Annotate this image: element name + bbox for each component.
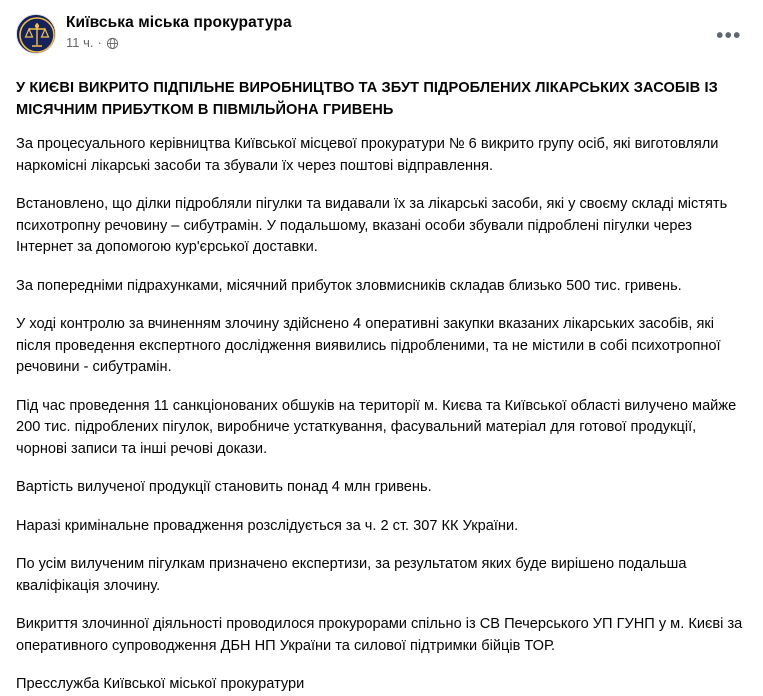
- post-paragraph: Встановлено, що ділки підробляли пігулки та видавали їх за лікарські засоби, які у своєму складі містять психотропну речовину – сибутрамін. У подальшому, вказані особи збували підроблені пігулки через Інтернет за допомогою кур'єрської доставки.: [16, 196, 728, 255]
- post-paragraph: За попередніми підрахунками, місячний прибуток зловмисників складав близько 500 тис. гривень.: [16, 277, 682, 294]
- post-paragraph: По усім вилученим пігулкам призначено експертизи, за результатом яких буде вирішено подальша кваліфікація злочину.: [16, 556, 687, 594]
- post-paragraph: У ході контролю за вчиненням злочину здійснено 4 оперативні закупки вказаних лікарських засобів, які після проведення експертного дослідження виявились підробленими, та не містили в собі психотропної речовини - сибутрамін.: [16, 316, 721, 375]
- post-paragraph: Викриття злочинної діяльності проводилося прокурорами спільно із СВ Печерського УП ГУНП у м. Києві за оперативного супроводження ДБН НП України та силової підтримки бійців ТОР.: [16, 616, 743, 654]
- avatar[interactable]: [16, 14, 56, 54]
- post-paragraph: За процесуального керівництва Київської місцевої прокуратури № 6 викрито групу осіб, які виготовляли наркомісні лікарські засоби та збували їх через поштові відправлення.: [16, 136, 719, 174]
- post-body: [16, 78, 747, 696]
- globe-icon[interactable]: [106, 37, 119, 50]
- menu-dots-label: •••: [716, 25, 742, 47]
- post-paragraph: Вартість вилученої продукції становить понад 4 млн гривень.: [16, 479, 432, 495]
- page-name[interactable]: Київська міська прокуратура: [66, 14, 292, 31]
- post-paragraph: Наразі кримінальне провадження розслідується за ч. 2 ст. 307 КК України.: [16, 517, 519, 534]
- post-header-text: [66, 12, 292, 51]
- post-header: [16, 12, 747, 66]
- post-paragraph: Під час проведення 11 санкціонованих обшуків на території м. Києва та Київської області вилучено майже 200 тис. підроблених пігулок, виробниче устаткування, фасувальний матеріал для готової продукції, чорнові записи та інші речові докази.: [16, 397, 737, 457]
- meta-separator: ·: [97, 35, 102, 50]
- post-headline: У КИЄВІ ВИКРИТО ПІДПІЛЬНЕ ВИРОБНИЦТВО ТА ЗБУТ ПІДРОБЛЕНИХ ЛІКАРСЬКИХ ЗАСОБІВ ІЗ МІСЯЧНИМ ПРИБУТКОМ В ПІВМІЛЬЙОНА ГРИВЕНЬ: [16, 80, 718, 118]
- post-timestamp[interactable]: 11 ч.: [66, 35, 94, 50]
- post-meta: [66, 35, 292, 51]
- post-signature: Пресслужба Київської міської прокуратури: [16, 676, 305, 692]
- ellipsis-icon[interactable]: [713, 20, 745, 52]
